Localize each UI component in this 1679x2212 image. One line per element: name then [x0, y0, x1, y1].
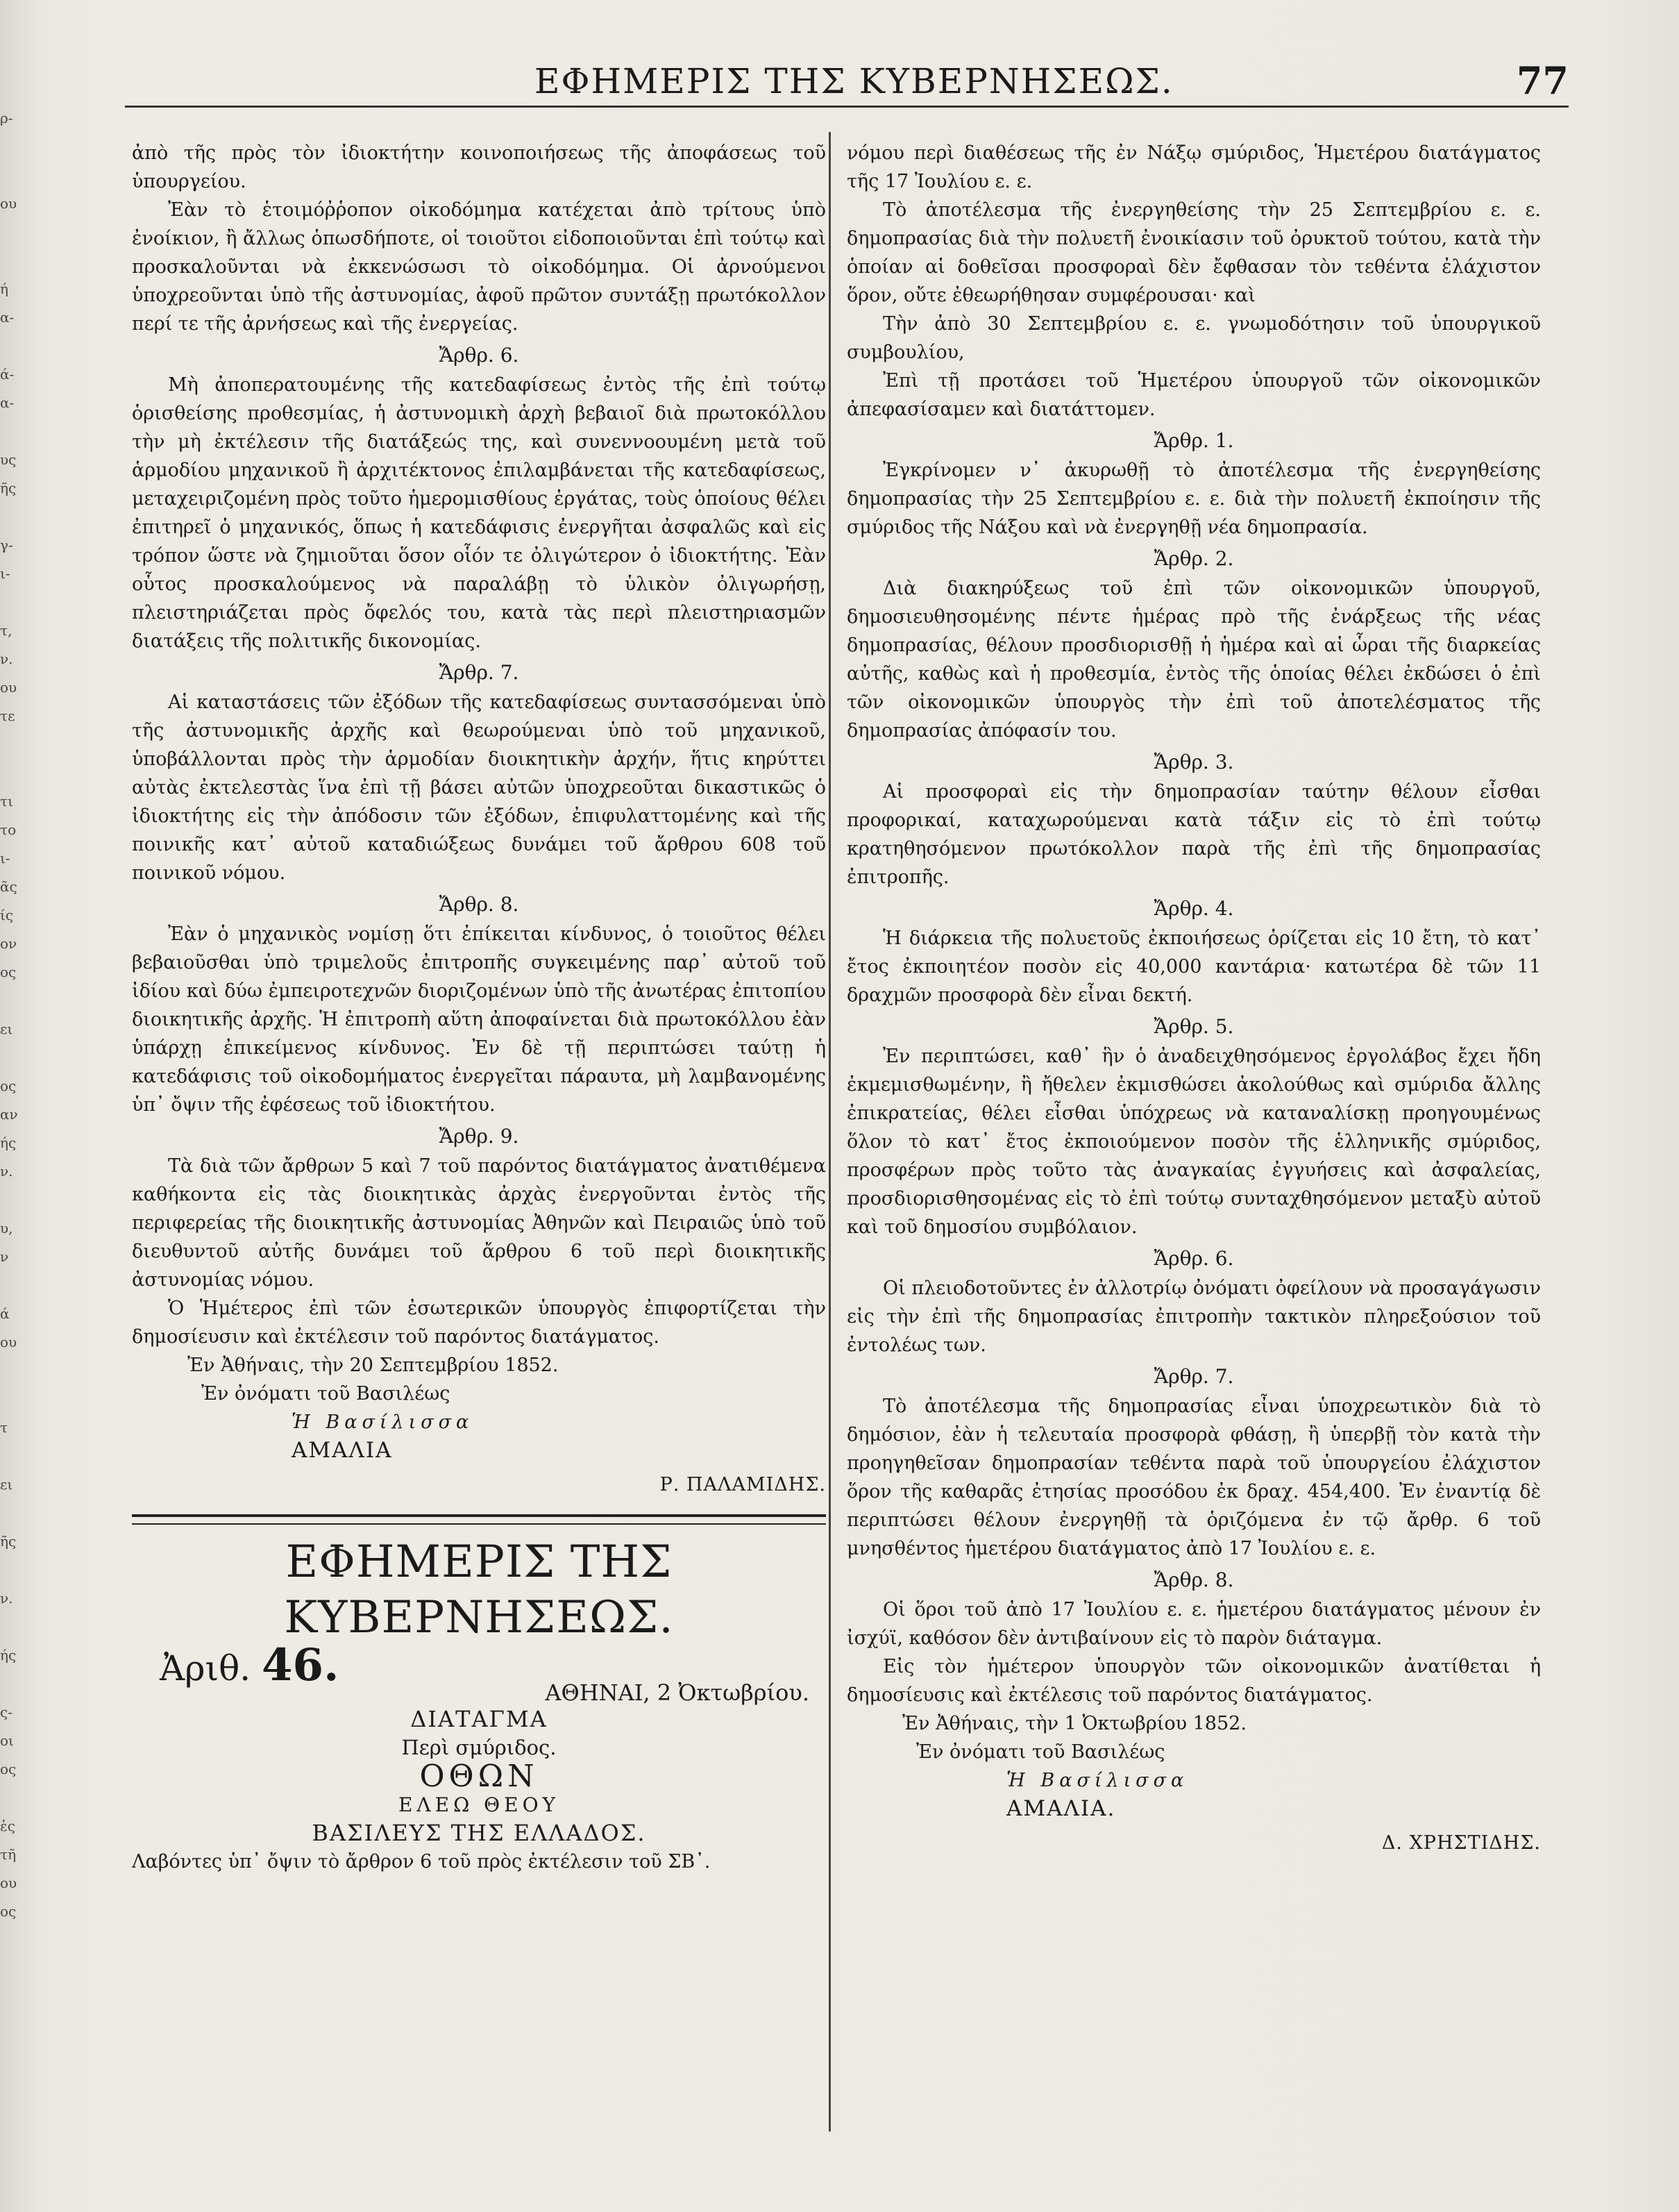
margin-fragment: ον [0, 935, 17, 952]
margin-fragment: ος [0, 1078, 17, 1094]
article-heading: Ἄρθρ. 3. [1154, 751, 1234, 773]
paragraph: νόμου περὶ διαθέσεως τῆς ἐν Νάξῳ σμύριδος, Ἡμετέρου διατάγματος τῆς 17 Ἰουλίου ε. ε. [847, 142, 1541, 192]
margin-fragment: γ- [0, 537, 13, 553]
article-text: Οἱ ὅροι τοῦ ἀπὸ 17 Ἰουλίου ε. ε. ἡμετέρου διατάγματος μένουν ἐν ἰσχύϊ, καθόσον δὲν ἀντιβαίνουν εἰς τὸ παρὸν διάταγμα. [847, 1599, 1541, 1649]
issue-label: Ἀριθ. [160, 1648, 251, 1689]
decree-subject: Περὶ σμύριδος. [401, 1736, 557, 1759]
issue-number [160, 1639, 339, 1691]
queen-line: Ἡ Βασίλισσα [292, 1411, 474, 1433]
in-name-line: Ἐν ὀνόματι τοῦ Βασιλέως [201, 1383, 450, 1405]
grace-line: ΕΛΕΩ ΘΕΟΥ [398, 1793, 560, 1816]
page-number: 77 [1516, 58, 1569, 103]
margin-fragment: τι [0, 793, 13, 810]
margin-fragment: ῆς [0, 1533, 17, 1550]
article-heading: Ἄρθρ. 1. [1154, 429, 1234, 452]
margin-fragment [0, 332, 25, 360]
margin-fragment: ος [0, 1903, 17, 1920]
paragraph: Τὸ ἀποτέλεσμα τῆς ἐνεργηθείσης τὴν 25 Σεπτεμβρίου ε. ε. δημοπρασίας διὰ τὴν πολυετῆ ἐνοικίασιν τοῦ ὀρυκτοῦ τούτου, κατὰ τὴν ὁποίαν αἱ δοθεῖσαι προσφοραὶ δὲν ἔφθασαν τὸν τεθέντα ἐλάχιστον ὅρον, οὔτε ἐθεωρήθησαν συμφέρουσαι· καὶ [847, 199, 1541, 306]
margin-fragment: ς- [0, 1704, 12, 1720]
margin-fragment [0, 588, 25, 617]
left-column [132, 139, 826, 1876]
article-text: Μὴ ἀποπερατουμένης τῆς κατεδαφίσεως ἐντὸς τῆς ἐπὶ τούτῳ ὁρισθείσης προθεσμίας, ἡ ἀστυνομικὴ ἀρχὴ βεβαιοῖ διὰ πρωτοκόλλου τὴν μὴ ἐκτέλεσιν τῆς διατάξεώς της, καὶ συνεννοουμένη μετὰ τοῦ ἁρμοδίου μηχανικοῦ ἢ ἀρχιτέκτονος ἐπιλαμβάνεται τῆς κατεδαφίσεως, μεταχειριζομένη πρὸς τοῦτο ἡμερομισθίους ἐργάτας, τοὺς ὁποίους θέλει ἐπιτηρεῖ ὁ μηχανικός, ὅπως ἡ κατεδάφισις ἐνεργῆται ἀσφαλῶς καὶ εἰς τρόπον ὥστε νὰ ζημιοῦται ὅσον οἷόν τε ὀλιγώτερον ὁ ἰδιοκτήτης. Ἐὰν οὗτος προσκαλούμενος νὰ παραλάβῃ τὸ ὑλικὸν ὀλιγωρήσῃ, πλειστηριάζεται πρὸς ὄφελός του, κατὰ τὰς περὶ πλειστηριασμῶν διατάξεις τῆς πολιτικῆς δικονομίας. [132, 374, 826, 652]
margin-fragment [0, 759, 25, 787]
article-text: Τὸ ἀποτέλεσμα τῆς δημοπρασίας εἶναι ὑποχρεωτικὸν διὰ τὸ δημόσιον, ἐὰν ἡ τελευταία προσφορὰ φθάσῃ, ἢ ὑπερβῇ τὸν κατὰ τὴν προηγηθεῖσαν δημοπρασίαν τεθέντα παρὰ τοῦ ὑπουργείου ἐλάχιστον ὅρον τῆς καθαρᾶς ἐτησίας προσόδου ἐκ δραχ. 454,400. Ἐν ἐναντίᾳ δὲ περιπτώσει θέλουν ἐνεργηθῇ τὰ ὁριζόμενα ἐν τῷ ἄρθρ. 6 τοῦ μνησθέντος ἡμετέρου διατάγματος ἀπὸ 17 Ἰουλίου ε. ε. [847, 1396, 1541, 1559]
article-text: Αἱ προσφοραὶ εἰς τὴν δημοπρασίαν ταύτην θέλουν εἶσθαι προφορικαί, καταχωρούμεναι κατὰ τάξιν εἰς τὸ ἐπὶ τούτῳ κρατηθησόμενον πρωτόκολλον παρὰ τῆς ἐπὶ τῆς δημοπρασίας ἐπιτροπῆς. [847, 781, 1541, 888]
margin-fragment [0, 246, 25, 275]
closing-paragraph: Εἰς τὸν ἡμέτερον ὑπουργὸν τῶν οἰκονομικῶν ἀνατίθεται ἡ δημοσίευσις καὶ ἐκτέλεσις τοῦ παρόντος διατάγματος. [847, 1656, 1541, 1706]
margin-fragment: ι- [0, 850, 10, 866]
margin-fragment: ᾶς [0, 878, 17, 895]
article-heading: Ἄρθρ. 8. [1154, 1568, 1234, 1591]
margin-fragment: ει [0, 1476, 13, 1493]
margin-fragment [0, 730, 25, 759]
margin-fragment: α- [0, 394, 15, 411]
margin-fragment [0, 1357, 25, 1385]
margin-fragment: υ, [0, 1220, 13, 1237]
margin-fragment [0, 1613, 25, 1641]
in-name-line: Ἐν ὀνόματι τοῦ Βασιλέως [916, 1741, 1165, 1763]
margin-fragment [0, 218, 25, 246]
margin-fragment: τ [0, 1419, 8, 1436]
article-heading: Ἄρθρ. 6. [1154, 1247, 1234, 1270]
margin-fragment: ής [0, 1647, 17, 1664]
place-date: Ἐν Ἀθήναις, τὴν 20 Σεπτεμβρίου 1852. [187, 1355, 559, 1376]
margin-fragment: το [0, 821, 17, 838]
margin-fragment [0, 1271, 25, 1300]
margin-fragment: ῆς [0, 480, 17, 496]
margin-fragment: ος [0, 1761, 17, 1777]
paragraph: Ἐπὶ τῇ προτάσει τοῦ Ἡμετέρου ὑπουργοῦ τῶν οἰκονομικῶν ἀπεφασίσαμεν καὶ διατάττομεν. [847, 370, 1541, 420]
margin-fragment [0, 1186, 25, 1214]
margin-fragment [0, 1670, 25, 1698]
margin-fragment: ίς [0, 907, 14, 923]
article-text: Τὰ διὰ τῶν ἄρθρων 5 καὶ 7 τοῦ παρόντος διατάγματος ἀνατιθέμενα καθήκοντα εἰς τὰς διοικητικὰς ἀρχὰς ἐνεργοῦνται ἐντὸς τῆς περιφερείας τῆς διοικητικῆς ἀστυνομίας Ἀθηνῶν καὶ Πειραιῶς ὑπὸ τοῦ διευθυντοῦ αὐτῆς δυνάμει τοῦ ἄρθρου 6 τοῦ περὶ διοικητικῆς ἀστυνομίας νόμου. [132, 1155, 826, 1291]
running-title: ΕΦΗΜΕΡΙΣ ΤΗΣ ΚΥΒΕΡΝΗΣΕΩΣ. [534, 61, 1174, 101]
margin-fragment: ου [0, 1875, 17, 1891]
article-text: Ἡ διάρκεια τῆς πολυετοῦς ἐκποιήσεως ὁρίζεται εἰς 10 ἔτη, τὸ κατ᾿ ἔτος ἐκποιητέον ποσὸν εἰς 40,000 καντάρια· κατωτέρα δὲ τῶν 11 δραχμῶν προσφορὰ δὲν εἶναι δεκτή. [847, 928, 1541, 1006]
margin-fragment [0, 1556, 25, 1584]
article-text: Ἐγκρίνομεν ν᾿ ἀκυρωθῇ τὸ ἀποτέλεσμα τῆς ἐνεργηθείσης δημοπρασίας τὴν 25 Σεπτεμβρίου ε. ε. διὰ τὴν πολυετῆ ἐκποίησιν τῆς σμύριδος τῆς Νάξου καὶ νὰ ἐνεργηθῇ νέα δημοπρασία. [847, 460, 1541, 538]
article-heading: Ἄρθρ. 7. [439, 661, 519, 684]
margin-fragment: ου [0, 679, 17, 696]
margin-fragment [0, 133, 25, 161]
margin-fragment: ή [0, 280, 8, 297]
queen-line: Ἡ Βασίλισσα [1006, 1770, 1189, 1791]
margin-fragment: ρ- [0, 110, 13, 126]
masthead-rule [132, 1514, 826, 1525]
margin-fragment: ά [0, 1305, 10, 1322]
article-text: Διὰ διακηρύξεως τοῦ ἐπὶ τῶν οἰκονομικῶν ὑπουργοῦ, δημοσιευθησομένης πέντε ἡμέρας πρὸ τῆς ἐνάρξεως τῆς νέας δημοπρασίας, θέλουν προσδιορισθῇ ἡ ἡμέρα καὶ αἱ ὧραι τῆς διαρκείας αὐτῆς, καθὼς καὶ ἡ προθεσμία, ἐντὸς τῆς ὁποίας θέλει ἐκδώσει ὁ ἐπὶ τῶν οἰκονομικῶν ὑπουργὸς τὴν ἐπὶ τοῦ ἀποτελέσματος τῆς δημοπρασίας ἀπόφασίν του. [847, 578, 1541, 741]
margin-fragment: υς [0, 451, 17, 468]
article-text: Ἐν περιπτώσει, καθ᾿ ἣν ὁ ἀναδειχθησόμενος ἐργολάβος ἔχει ἤδη ἐκμεμισθωμένην, ἢ ἤθελεν ἐκμισθώσει ἀκολούθως καὶ σμύριδα ἄλλης ἐπικρατείας, θέλει εἶσθαι ὑπόχρεως νὰ καταναλίσκῃ προηγουμένως ὅλον τὸ κατ᾿ ἔτος ἐκποιούμενον ποσὸν τῆς ἑλληνικῆς σμύριδος, προσφέρων πρὸς τοῦτο τὰς ἀναγκαίας ἐγγυήσεις καὶ ἀσφαλείας, προσδιορισθησομένας εἰς τὸ ἐπὶ τούτῳ συνταχθησόμενον μεταξὺ αὐτοῦ καὶ τοῦ δημοσίου συμβόλαιον. [847, 1046, 1541, 1238]
margin-fragment [0, 1044, 25, 1072]
masthead-title: ΕΦΗΜΕΡΙΣ ΤΗΣ ΚΥΒΕΡΝΗΣΕΩΣ. [284, 1536, 674, 1643]
margin-fragment [0, 417, 25, 446]
decree-heading: ΔΙΑΤΑΓΜΑ [410, 1706, 548, 1732]
queen-signature: ΑΜΑΛΙΑ. [1006, 1796, 1116, 1821]
paragraph: ἀπὸ τῆς πρὸς τὸν ἰδιοκτήτην κοινοποιήσεως τῆς ἀποφάσεως τοῦ ὑπουργείου. [132, 142, 826, 192]
article-heading: Ἄρθρ. 9. [439, 1125, 519, 1148]
king-name: ΟΘΩΝ [419, 1759, 539, 1794]
margin-fragment: ής [0, 1134, 17, 1151]
right-column [847, 139, 1541, 1857]
margin-fragment: ου [0, 1334, 17, 1350]
article-text: Αἱ καταστάσεις τῶν ἐξόδων τῆς κατεδαφίσεως συντασσόμεναι ὑπὸ τῆς ἀστυνομικῆς ἀρχῆς καὶ θεωρούμεναι ὑπὸ τοῦ μηχανικοῦ, ὑποβάλλονται πρὸς τὴν ἁρμοδίαν διοικητικὴν ἀρχήν, ἥτις κηρύττει αὐτὰς ἐκτελεστὰς ἵνα ἐπὶ τῇ βάσει αὐτῶν ὑποχρεοῦται δικαστικῶς ὁ ἰδιοκτήτης εἰς τὴν ἀπόδοσιν τῶν ἐξόδων, ἐπιφυλαττομένης καὶ τῆς ποινικῆς κατ᾿ αὐτοῦ καταδιώξεως δυνάμει τοῦ ἄρθρου 608 τοῦ ποινικοῦ νόμου. [132, 692, 826, 884]
margin-fragment: ν. [0, 651, 13, 667]
margin-fragment [0, 987, 25, 1015]
column-divider [829, 132, 831, 2131]
margin-fragment: α- [0, 309, 15, 326]
closing-paragraph: Ὁ Ἡμέτερος ἐπὶ τῶν ἐσωτερικῶν ὑπουργὸς ἐπιφορτίζεται τὴν δημοσίευσιν καὶ ἐκτέλεσιν τοῦ παρόντος διατάγματος. [132, 1298, 826, 1348]
page-header [125, 58, 1569, 103]
margin-fragment [0, 161, 25, 190]
article-heading: Ἄρθρ. 7. [1154, 1365, 1234, 1388]
article-text: Οἱ πλειοδοτοῦντες ἐν ἀλλοτρίῳ ὀνόματι ὀφείλουν νὰ προσαγάγωσιν εἰς τὴν ἐπὶ τῆς δημοπρασίας ἐπιτροπὴν τακτικὸν πληρεξούσιον τοῦ ἐντολέως των. [847, 1277, 1541, 1356]
margin-fragment: τῆ [0, 1846, 17, 1863]
margin-fragment [0, 503, 25, 531]
article-heading: Ἄρθρ. 4. [1154, 897, 1234, 920]
adjacent-page-margin [0, 104, 25, 2118]
margin-fragment: ν. [0, 1163, 13, 1180]
article-heading: Ἄρθρ. 8. [439, 893, 519, 916]
article-heading: Ἄρθρ. 6. [439, 344, 519, 367]
article-heading: Ἄρθρ. 5. [1154, 1015, 1234, 1038]
margin-fragment: ν [0, 1248, 9, 1265]
margin-fragment: αν [0, 1106, 18, 1123]
issue-row [132, 1639, 826, 1706]
margin-fragment: ά- [0, 366, 15, 383]
margin-fragment: τε [0, 707, 15, 724]
article-heading: Ἄρθρ. 2. [1154, 547, 1234, 570]
margin-fragment: ἑς [0, 1818, 15, 1834]
place-date: Ἐν Ἀθήναις, τὴν 1 Ὀκτωβρίου 1852. [902, 1713, 1247, 1734]
margin-fragment: ου [0, 195, 17, 212]
margin-fragment [0, 1385, 25, 1414]
paragraph: Ἐὰν τὸ ἑτοιμόῤῥοπον οἰκοδόμημα κατέχεται ἀπὸ τρίτους ὑπὸ ἐνοίκιον, ἢ ἄλλως ὁπωσδήποτε, οἱ τοιοῦτοι εἰδοποιοῦνται ἐπὶ τούτῳ καὶ προσκαλοῦνται νὰ ἐκκενώσωσι τὸ οἰκοδόμημα. Οἱ ἀρνούμενοι ὑποχρεοῦνται ὑπὸ τῆς ἀστυνομίας, ἀφοῦ πρῶτον συντάξῃ πρωτόκολλον περί τε τῆς ἀρνήσεως καὶ τῆς ἐνεργείας. [132, 199, 826, 335]
issue-date: ΑΘΗΝΑΙ, 2 Ὀκτωβρίου. [545, 1679, 809, 1706]
queen-signature: ΑΜΑΛΙΑ [292, 1438, 393, 1463]
margin-fragment: ος [0, 964, 17, 980]
minister-signature: Ρ. ΠΑΛΑΜΙΔΗΣ. [659, 1474, 826, 1495]
margin-fragment [0, 1499, 25, 1527]
margin-fragment: ι- [0, 565, 10, 582]
margin-fragment [0, 1784, 25, 1812]
king-title: ΒΑΣΙΛΕΥΣ ΤΗΣ ΕΛΛΑΔΟΣ. [312, 1820, 646, 1846]
header-rule [125, 106, 1569, 108]
margin-fragment: τ, [0, 622, 12, 639]
margin-fragment: ει [0, 1021, 13, 1037]
article-text: Ἐὰν ὁ μηχανικὸς νομίσῃ ὅτι ἐπίκειται κίνδυνος, ὁ τοιοῦτος θέλει βεβαιοῦσθαι ὑπὸ τριμελοῦς ἐπιτροπῆς συγκειμένης παρ᾿ αὐτοῦ τοῦ ἰδίου καὶ δύω ἐμπειροτεχνῶν διοριζομένων ὑπὸ τῆς ἀνωτέρας ἐπιτοπίου διοικητικῆς ἀρχῆς. Ἡ ἐπιτροπὴ αὕτη ἀποφαίνεται διὰ πρωτοκόλλου ἐὰν ὑπάρχῃ ἐπικείμενος κίνδυνος. Ἐν δὲ τῇ περιπτώσει ταύτῃ ἡ κατεδάφισις τοῦ οἰκοδομήματος ἐνεργεῖται πάραυτα, μὴ λαμβανομένης ὑπ᾿ ὄψιν τῆς ἐφέσεως τοῦ ἰδιοκτήτου. [132, 923, 826, 1116]
minister-signature: Δ. ΧΡΗΣΤΙΔΗΣ. [1381, 1832, 1541, 1854]
margin-fragment: οι [0, 1732, 14, 1749]
paragraph: Τὴν ἀπὸ 30 Σεπτεμβρίου ε. ε. γνωμοδότησιν τοῦ ὑπουργικοῦ συμβουλίου, [847, 313, 1541, 363]
margin-fragment [0, 1442, 25, 1471]
margin-fragment: ν. [0, 1590, 13, 1607]
decree-preamble: Λαβόντες ὑπ᾿ ὄψιν τὸ ἄρθρον 6 τοῦ πρὸς ἐκτέλεσιν τοῦ ΣΒ᾿. [132, 1851, 711, 1872]
issue-value: 46. [262, 1639, 339, 1691]
